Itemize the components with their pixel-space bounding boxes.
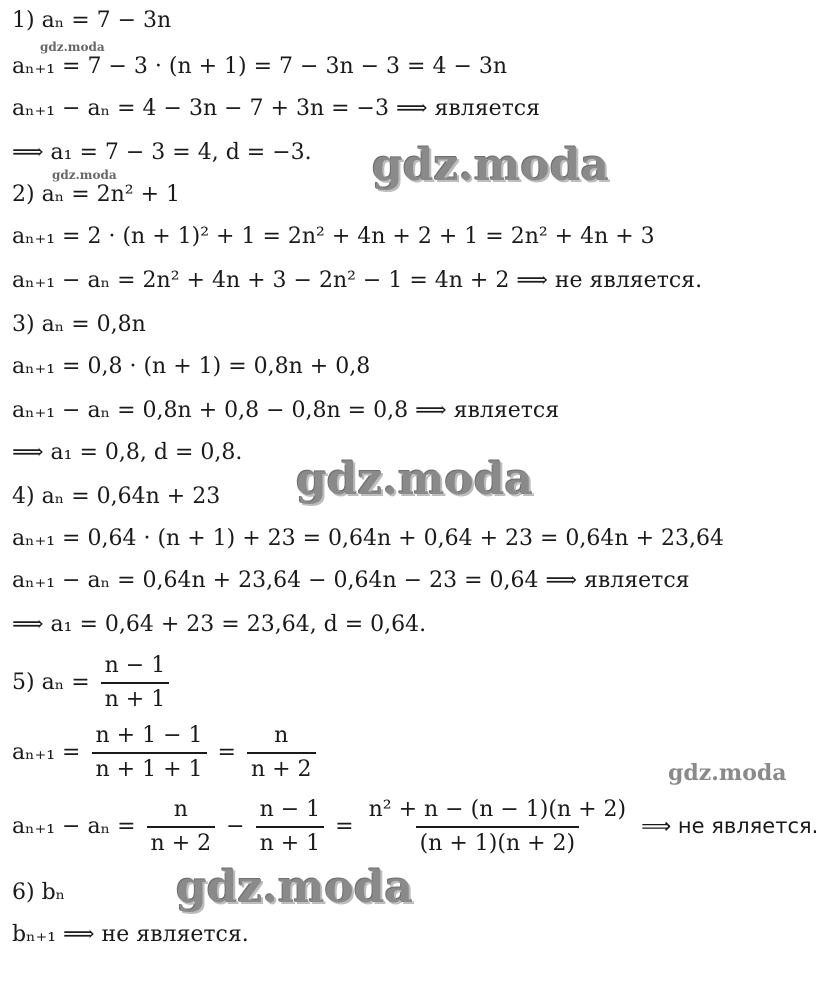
- watermark-large-3: gdz.moda: [176, 862, 414, 913]
- fraction-denominator: n + 1 + 1: [92, 752, 207, 784]
- fraction: [247, 722, 316, 784]
- watermark-medium: gdz.moda: [668, 760, 787, 786]
- conclusion-text: ⟹ не является.: [641, 814, 819, 838]
- solution-line: aₙ₊₁ = 7 − 3 · (n + 1) = 7 − 3n − 3 = 4 − 3n: [12, 54, 508, 79]
- watermark-small-1: gdz.moda: [40, 40, 105, 54]
- solution-line: ⟹ a₁ = 0,64 + 23 = 23,64, d = 0,64.: [12, 612, 427, 637]
- fraction-denominator: n + 1: [256, 826, 325, 858]
- fraction-denominator: n + 1: [101, 682, 170, 714]
- solution-line: bₙ₊₁ ⟹ не является.: [12, 922, 249, 947]
- fraction: [365, 796, 631, 858]
- watermark-small-2: gdz.moda: [52, 168, 117, 182]
- fraction-numerator: n − 1: [104, 653, 166, 678]
- fraction-numerator: n: [173, 797, 188, 822]
- solution-line: aₙ₊₁ − aₙ = 0,64n + 23,64 − 0,64n − 23 = 0,64 ⟹ является: [12, 568, 690, 593]
- item5-next-term: [12, 722, 320, 784]
- solution-line: aₙ₊₁ = 2 · (n + 1)² + 1 = 2n² + 4n + 2 + 1 = 2n² + 4n + 3: [12, 224, 655, 249]
- solution-line: 1) aₙ = 7 − 3n: [12, 8, 172, 33]
- item5-label: 5) aₙ =: [12, 670, 90, 695]
- fraction-numerator: n: [274, 723, 289, 748]
- fraction: [101, 652, 170, 714]
- fraction-denominator: n + 2: [147, 826, 216, 858]
- equals-sign: =: [335, 814, 354, 839]
- solution-line: aₙ₊₁ = 0,8 · (n + 1) = 0,8n + 0,8: [12, 354, 371, 379]
- solution-line: ⟹ a₁ = 7 − 3 = 4, d = −3.: [12, 140, 312, 165]
- watermark-large-1: gdz.moda: [372, 140, 610, 191]
- fraction-denominator: (n + 1)(n + 2): [416, 826, 580, 858]
- solution-line: 3) aₙ = 0,8n: [12, 312, 146, 337]
- fraction: [92, 722, 207, 784]
- watermark-large-2: gdz.moda: [296, 454, 534, 505]
- fraction-numerator: n + 1 − 1: [95, 723, 203, 748]
- solution-line: 6) bₙ: [12, 880, 66, 905]
- fraction: [147, 796, 216, 858]
- equals-sign: =: [217, 740, 236, 765]
- solution-line: aₙ₊₁ − aₙ = 2n² + 4n + 3 − 2n² − 1 = 4n + 2 ⟹ не является.: [12, 268, 703, 293]
- fraction-denominator: n + 2: [247, 752, 316, 784]
- solution-line: 4) aₙ = 0,64n + 23: [12, 484, 221, 509]
- item5-definition: [12, 652, 173, 714]
- minus-sign: −: [226, 814, 245, 839]
- item5-lhs: aₙ₊₁ − aₙ =: [12, 814, 136, 839]
- fraction-numerator: n² + n − (n − 1)(n + 2): [368, 797, 627, 822]
- solution-line: ⟹ a₁ = 0,8, d = 0,8.: [12, 440, 243, 465]
- fraction: [256, 796, 325, 858]
- fraction-numerator: n − 1: [259, 797, 321, 822]
- solution-line: aₙ₊₁ = 0,64 · (n + 1) + 23 = 0,64n + 0,64 + 23 = 0,64n + 23,64: [12, 526, 724, 551]
- item5-difference: [12, 796, 818, 858]
- solution-line: aₙ₊₁ − aₙ = 4 − 3n − 7 + 3n = −3 ⟹ является: [12, 96, 541, 121]
- item5-lhs: aₙ₊₁ =: [12, 740, 81, 765]
- solution-line: aₙ₊₁ − aₙ = 0,8n + 0,8 − 0,8n = 0,8 ⟹ является: [12, 398, 560, 423]
- solution-line: 2) aₙ = 2n² + 1: [12, 182, 181, 207]
